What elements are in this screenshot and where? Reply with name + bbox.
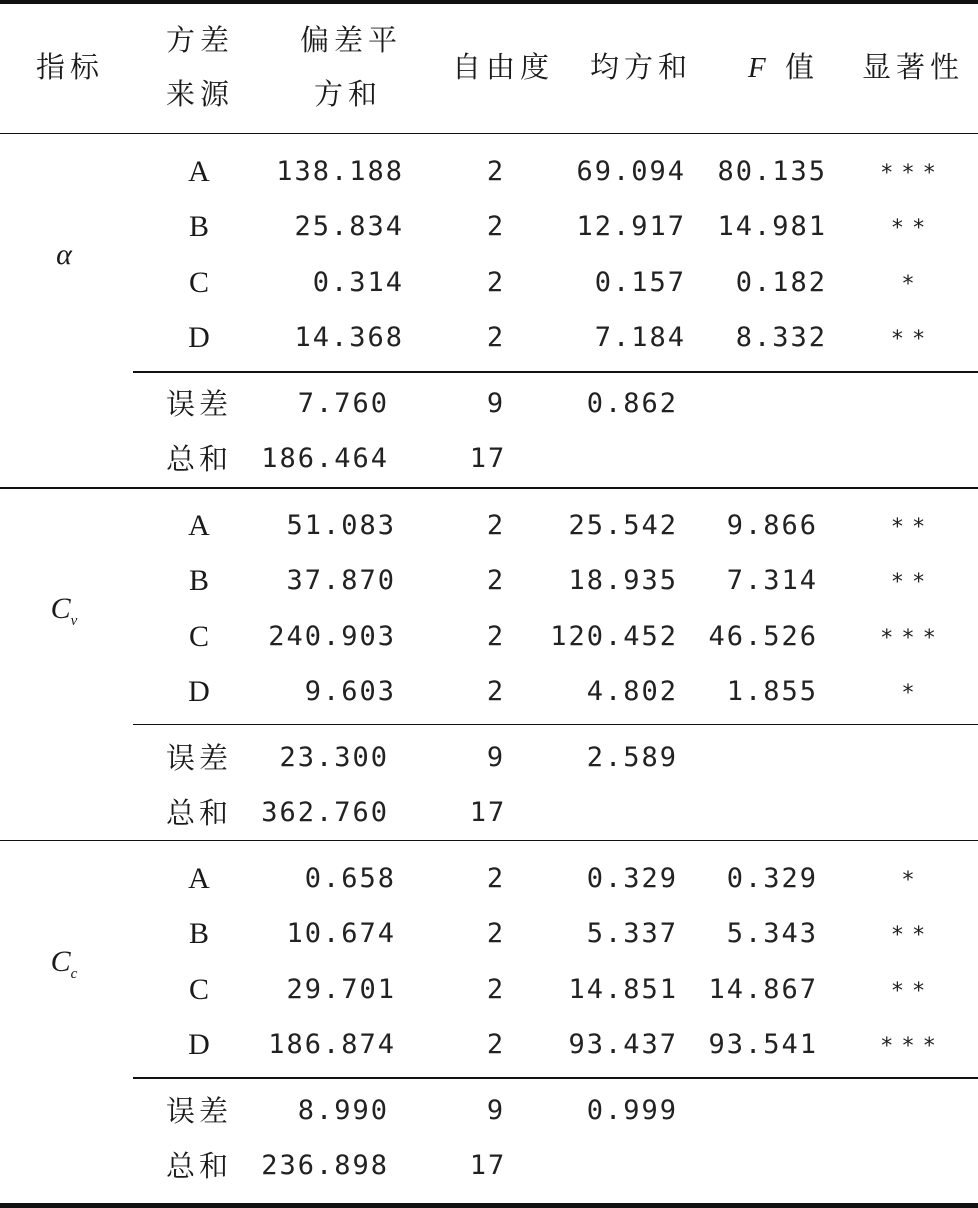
ss-cell: 25.834	[294, 211, 404, 243]
source-cell: C	[188, 619, 210, 653]
source-cell: D	[188, 1027, 210, 1061]
indicator-symbol: C	[50, 591, 71, 625]
ss-cell: 9.603	[304, 675, 396, 707]
f-value-cell: 80.135	[717, 156, 827, 187]
indicator-cell	[51, 945, 78, 991]
f-value-cell: 7.314	[726, 565, 818, 597]
ss-cell: 51.083	[286, 510, 396, 541]
header-f	[748, 50, 819, 85]
significance-cell: ***	[880, 625, 944, 651]
source-cell: B	[188, 564, 210, 598]
error-ss-cell: 7.760	[297, 388, 389, 420]
f-value-cell: 0.182	[735, 266, 827, 298]
significance-cell: **	[890, 570, 934, 596]
error-ms-cell: 0.999	[586, 1095, 678, 1127]
error-label: 误差	[166, 741, 233, 776]
significance-cell: *	[901, 868, 923, 893]
significance-cell: ***	[880, 161, 944, 186]
group-1-sub-rule	[133, 371, 978, 373]
df-cell: 2	[486, 1028, 506, 1060]
error-label: 误差	[166, 1094, 233, 1129]
group-2-end-rule	[0, 840, 978, 841]
error-ms-cell: 2.589	[586, 742, 678, 774]
df-cell: 2	[486, 918, 506, 950]
ss-cell: 138.188	[276, 156, 404, 187]
ms-cell: 0.157	[594, 266, 686, 298]
f-value-cell: 0.329	[726, 863, 818, 894]
f-value-cell: 9.866	[726, 510, 818, 541]
ms-cell: 14.851	[568, 973, 678, 1005]
header-ms: 均方和	[590, 50, 693, 84]
f-value-cell: 14.981	[717, 211, 827, 243]
ss-cell: 10.674	[286, 918, 396, 950]
ms-cell: 120.452	[550, 620, 678, 652]
header-ss-line2: 方和	[314, 77, 383, 111]
header-f-symbol: F	[748, 52, 771, 84]
ms-cell: 93.437	[568, 1028, 678, 1060]
group-3-sub-rule	[133, 1077, 978, 1079]
error-ss-cell: 8.990	[297, 1095, 389, 1127]
total-df-cell: 17	[469, 797, 507, 829]
significance-cell: **	[890, 923, 934, 949]
error-df-cell: 9	[486, 388, 506, 420]
header-f-suffix: 值	[784, 50, 819, 84]
total-ss-cell: 186.464	[261, 443, 389, 475]
df-cell: 2	[486, 510, 506, 541]
source-cell: D	[188, 320, 210, 354]
header-source-line2: 来源	[166, 77, 235, 111]
error-df-cell: 9	[486, 1095, 506, 1127]
f-value-cell: 46.526	[708, 620, 818, 652]
total-ss-cell: 362.760	[261, 797, 389, 829]
total-label: 总和	[166, 442, 233, 477]
ms-cell: 0.329	[586, 863, 678, 894]
ss-cell: 0.658	[304, 863, 396, 894]
total-df-cell: 17	[469, 443, 507, 475]
indicator-symbol: C	[50, 944, 71, 978]
top-rule	[0, 0, 978, 4]
significance-cell: ***	[880, 1033, 944, 1059]
significance-cell: **	[890, 515, 934, 540]
f-value-cell: 93.541	[708, 1028, 818, 1060]
ss-cell: 240.903	[268, 620, 396, 652]
source-cell: C	[188, 972, 210, 1006]
header-significance: 显著性	[862, 50, 965, 84]
df-cell: 2	[486, 156, 506, 187]
indicator-subscript: c	[70, 965, 78, 982]
source-cell: A	[188, 509, 210, 542]
source-cell: B	[188, 210, 210, 244]
source-cell: A	[188, 155, 210, 188]
group-2-sub-rule	[133, 724, 978, 725]
header-source-line1: 方差	[166, 23, 235, 57]
total-df-cell: 17	[469, 1150, 507, 1182]
header-df: 自由度	[452, 50, 555, 84]
indicator-cell	[51, 592, 78, 638]
ss-cell: 0.314	[312, 266, 404, 298]
ms-cell: 7.184	[594, 321, 686, 353]
source-cell: B	[188, 917, 210, 951]
ms-cell: 18.935	[568, 565, 678, 597]
indicator-symbol: α	[56, 237, 72, 271]
significance-cell: *	[901, 271, 923, 297]
source-cell: A	[188, 862, 210, 895]
df-cell: 2	[486, 211, 506, 243]
error-label: 误差	[166, 387, 233, 422]
f-value-cell: 1.855	[726, 675, 818, 707]
ss-cell: 29.701	[286, 973, 396, 1005]
source-cell: C	[188, 265, 210, 299]
df-cell: 2	[486, 321, 506, 353]
df-cell: 2	[486, 863, 506, 894]
error-df-cell: 9	[486, 742, 506, 774]
df-cell: 2	[486, 620, 506, 652]
significance-cell: **	[890, 326, 934, 352]
header-indicator: 指标	[36, 50, 105, 84]
ms-cell: 69.094	[576, 156, 686, 187]
df-cell: 2	[486, 565, 506, 597]
ms-cell: 25.542	[568, 510, 678, 541]
df-cell: 2	[486, 266, 506, 298]
significance-cell: **	[890, 216, 934, 242]
source-cell: D	[188, 674, 210, 708]
ms-cell: 12.917	[576, 211, 686, 243]
error-ss-cell: 23.300	[279, 742, 389, 774]
bottom-rule	[0, 1203, 978, 1208]
total-label: 总和	[166, 1149, 233, 1184]
group-1-end-rule	[0, 487, 978, 489]
header-ss-line1: 偏差平	[300, 23, 403, 57]
total-label: 总和	[166, 796, 233, 831]
ss-cell: 37.870	[286, 565, 396, 597]
f-value-cell: 14.867	[708, 973, 818, 1005]
ss-cell: 14.368	[294, 321, 404, 353]
significance-cell: **	[890, 978, 934, 1004]
indicator-subscript: v	[70, 612, 78, 629]
ms-cell: 4.802	[586, 675, 678, 707]
df-cell: 2	[486, 973, 506, 1005]
ms-cell: 5.337	[586, 918, 678, 950]
significance-cell: *	[901, 680, 923, 706]
error-ms-cell: 0.862	[586, 388, 678, 420]
f-value-cell: 8.332	[735, 321, 827, 353]
df-cell: 2	[486, 675, 506, 707]
ss-cell: 186.874	[268, 1028, 396, 1060]
indicator-cell	[56, 238, 72, 284]
total-ss-cell: 236.898	[261, 1150, 389, 1182]
f-value-cell: 5.343	[726, 918, 818, 950]
header-rule	[0, 133, 978, 134]
